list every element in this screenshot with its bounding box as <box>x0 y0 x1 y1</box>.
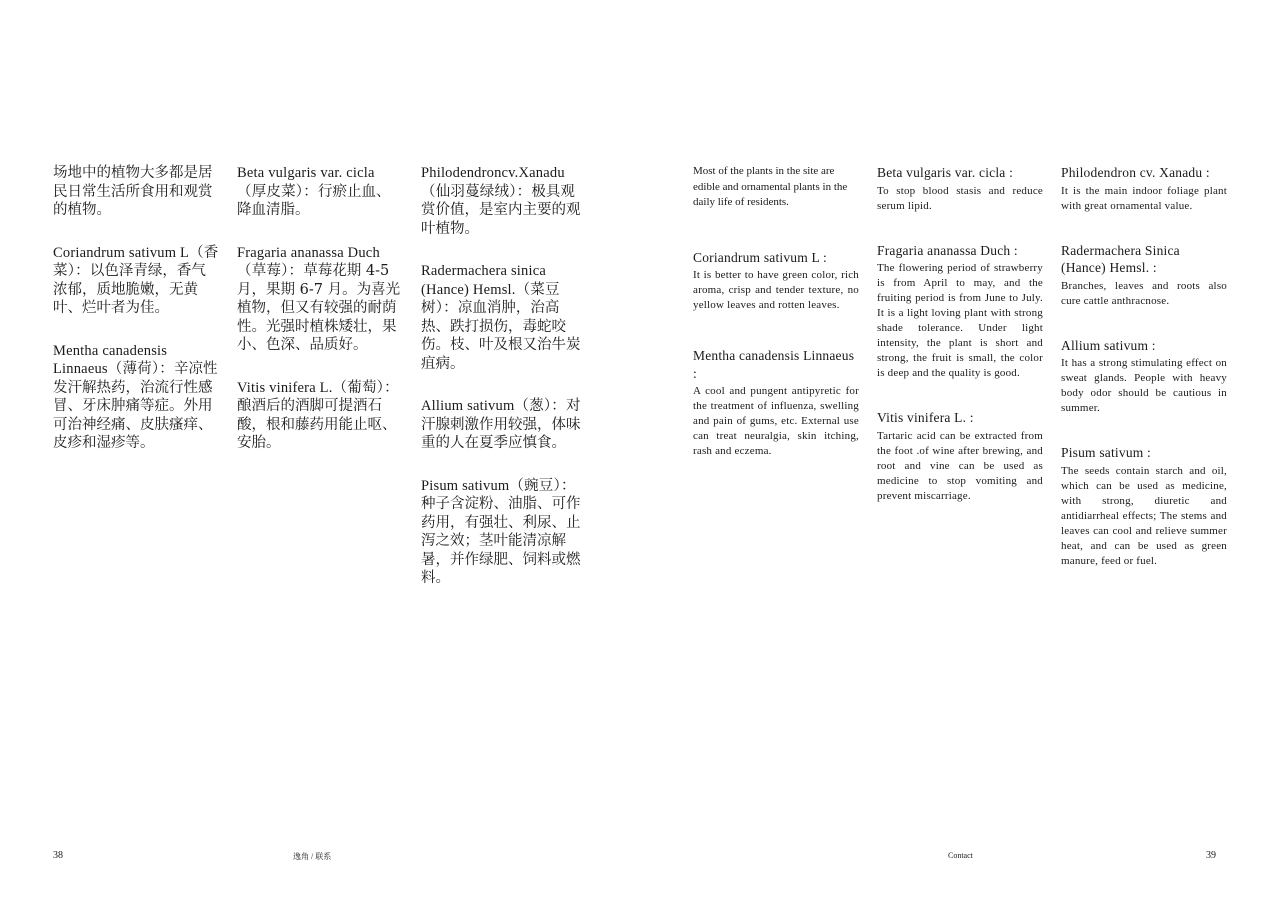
left-column-3 <box>421 164 588 612</box>
left-entry-coriander <box>53 244 220 318</box>
left-entry-radermachera <box>421 262 588 373</box>
entry-body: 酿酒后的酒脚可提酒石酸，根和藤药用能止呕、安胎。 <box>237 398 397 451</box>
entry-title: Beta vulgaris var. cicla（厚皮菜）： <box>237 165 375 200</box>
entry-body: 极具观赏价值，是室内主要的观叶植物。 <box>421 183 581 237</box>
entry-body: It is the main indoor foliage plant with great ornamental value. <box>1061 184 1227 212</box>
left-column-2 <box>237 164 404 477</box>
left-entry-allium <box>421 397 588 453</box>
entry-title: Coriandrum sativum L : <box>693 249 828 265</box>
entry-title: Coriandrum sativum L（香菜）： <box>53 244 219 279</box>
entry-body: It is better to have green color, rich aroma, crisp and tender texture, no yellow leaves and rotten leaves. <box>693 269 859 311</box>
entry-body: 以色泽青绿，香气浓郁，质地脆嫩，无黄叶、烂叶者为佳。 <box>53 263 206 316</box>
entry-body: 凉血消肿，治高热、跌打损伤，毒蛇咬伤。枝、叶及根又治牛炭疽病。 <box>421 300 581 372</box>
left-column-1 <box>53 164 220 477</box>
entry-body: 对汗腺刺激作用较强，体味重的人在夏季应慎食。 <box>421 398 581 451</box>
running-head-right: Contact <box>948 851 973 860</box>
page-number-left: 38 <box>53 850 63 861</box>
entry-title: Mentha canadensis Linnaeus（薄荷）： <box>53 342 174 377</box>
entry-title: Fragaria ananassa Duch : <box>877 242 1018 258</box>
entry-body: Branches, leaves and roots also cure cattle anthracnose. <box>1061 279 1227 307</box>
entry-body: It has a strong stimulating effect on sweat glands. People with heavy body odor should be cautious in summer. <box>1061 357 1227 414</box>
left-entry-vitis <box>237 379 404 453</box>
right-intro: Most of the plants in the site are edible and ornamental plants in the daily life of residents. <box>693 165 848 208</box>
entry-title: Allium sativum（葱）： <box>421 398 566 414</box>
right-entry-radermachera <box>1061 242 1227 309</box>
entry-body: Tartaric acid can be extracted from the foot .of wine after brewing, and root and vine can be used as medicine to stop vomiting and prevent miscarriage. <box>877 429 1043 502</box>
entry-title: Pisum sativum : <box>1061 445 1152 460</box>
entry-title: Radermachera Sinica (Hance) Hemsl. : <box>1061 242 1180 275</box>
right-entry-pisum <box>1061 444 1227 569</box>
right-entry-fragaria <box>877 242 1043 382</box>
left-intro: 场地中的植物大多都是居民日常生活所食用和观赏的植物。 <box>53 165 213 218</box>
right-entry-coriander <box>693 249 859 314</box>
entry-body: The seeds contain starch and oil, which can be used as medicine, with strong, diuretic and antidiarrheal effects; The stems and leaves can cool and relieve summer heat, and can be used as green manure, feed or fuel. <box>1061 464 1227 567</box>
entry-title: Beta vulgaris var. cicla : <box>877 165 1014 180</box>
entry-title: Allium sativum : <box>1061 337 1156 353</box>
right-entry-beta <box>877 164 1043 214</box>
right-entry-mentha <box>693 347 859 459</box>
entry-title: Philodendron cv. Xanadu : <box>1061 165 1210 180</box>
entry-body: 行瘀止血、降血清脂。 <box>237 183 391 218</box>
left-entry-fragaria <box>237 244 404 355</box>
entry-body: A cool and pungent antipyretic for the treatment of influenza, swelling and pain of gums, etc. External use can treat neuralgia, skin itching, rash and eczema. <box>693 385 859 457</box>
right-column-2 <box>877 164 1043 532</box>
entry-body: To stop blood stasis and reduce serum lipid. <box>877 184 1043 212</box>
left-entry-beta <box>237 164 404 220</box>
left-entry-pisum <box>421 477 588 588</box>
entry-title: Vitis vinifera L. : <box>877 410 974 425</box>
entry-title: Philodendroncv.Xanadu（仙羽蔓绿绒）： <box>421 165 565 200</box>
entry-title: Radermachera sinica (Hance) Hemsl.（菜豆树）： <box>421 263 560 316</box>
entry-title: Fragaria ananassa Duch（草莓）： <box>237 244 380 279</box>
entry-title: Mentha canadensis Linnaeus : <box>693 348 855 381</box>
entry-body: 辛凉性发汗解热药，治流行性感冒、牙床肿痛等症。外用可治神经痛、皮肤瘙痒、皮疹和湿疹等。 <box>53 361 218 451</box>
entry-body: 种子含淀粉、油脂、可作药用，有强壮、利尿、止泻之效；茎叶能清凉解暑，并作绿肥、饲料或燃料。 <box>421 496 581 586</box>
left-entry-mentha <box>53 342 220 453</box>
right-entry-allium <box>1061 337 1227 417</box>
entry-title: Vitis vinifera L.（葡萄）： <box>237 379 399 396</box>
right-column-1 <box>693 164 859 487</box>
running-head-left: 逸角 / 联系 <box>293 852 332 861</box>
entry-title: Pisum sativum（豌豆）： <box>421 477 576 494</box>
right-entry-vitis <box>877 409 1043 504</box>
entry-body: 草莓花期 4-5 月，果期 6-7 月。为喜光植物，但又有较强的耐荫性。光强时植株矮壮，果小、色深、品质好。 <box>237 263 401 353</box>
right-entry-philodendron <box>1061 164 1227 214</box>
left-entry-philodendron <box>421 164 588 238</box>
entry-body: The flowering period of strawberry is from April to may, and the fruiting period is from June to July. It is a light loving plant with strong shade tolerance. Under light intensity, the plant is short and strong, the fruit is small, the color is deep and the quality is good. <box>877 262 1043 379</box>
page-number-right: 39 <box>1206 850 1216 861</box>
right-column-3 <box>1061 164 1227 597</box>
